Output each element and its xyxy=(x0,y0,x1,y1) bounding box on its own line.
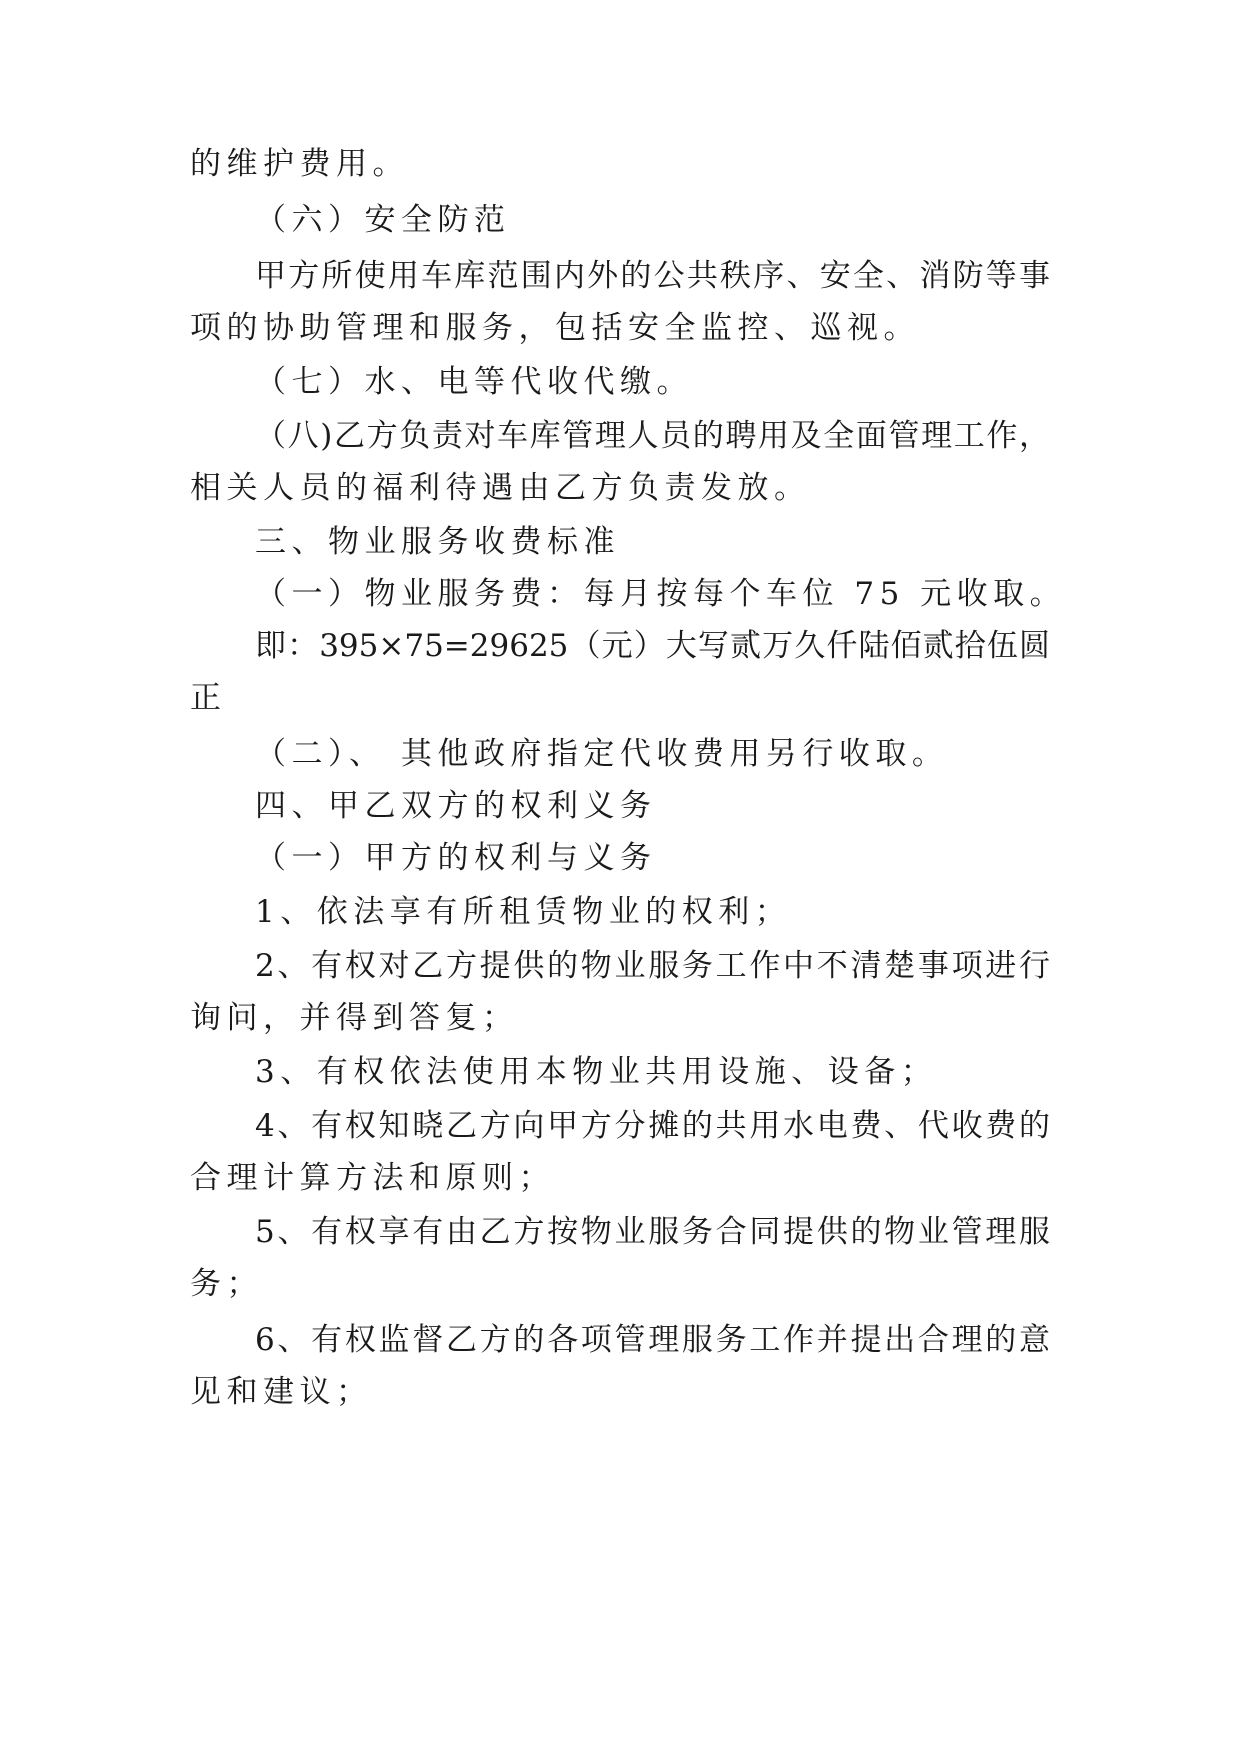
list-item: 2、有权对乙方提供的物业服务工作中不清楚事项进行 xyxy=(255,948,1050,984)
text-line: （八)乙方负责对车库管理人员的聘用及全面管理工作， xyxy=(255,418,1050,454)
section-heading: 四、甲乙双方的权利义务 xyxy=(255,788,657,824)
text-line: 正 xyxy=(190,680,227,716)
list-item: 4、有权知晓乙方向甲方分摊的共用水电费、代收费的 xyxy=(255,1108,1050,1144)
text-line: 即：395×75=29625（元）大写贰万久仟陆佰贰拾伍圆 xyxy=(255,628,1050,664)
section-heading: 三、物业服务收费标准 xyxy=(255,524,620,560)
text-line: 项的协助管理和服务，包括安全监控、巡视。 xyxy=(190,310,920,346)
text-line: （一）物业服务费：每月按每个车位 75 元收取。 xyxy=(255,576,1067,612)
list-item: 1、依法享有所租赁物业的权利； xyxy=(255,894,792,930)
text-line: 甲方所使用车库范围内外的公共秩序、安全、消防等事 xyxy=(255,258,1050,294)
text-line: 相关人员的福利待遇由乙方负责发放。 xyxy=(190,470,811,506)
section-heading: （六）安全防范 xyxy=(255,202,511,238)
section-heading: （一）甲方的权利与义务 xyxy=(255,840,657,876)
text-line: （七）水、电等代收代缴。 xyxy=(255,364,693,400)
text-line: 务； xyxy=(190,1266,263,1302)
text-line: （二）、 其他政府指定代收费用另行收取。 xyxy=(255,736,949,772)
list-item: 3、有权依法使用本物业共用设施、设备； xyxy=(255,1054,938,1090)
text-line: 询问，并得到答复； xyxy=(190,1000,519,1036)
text-line: 的维护费用。 xyxy=(190,146,409,182)
list-item: 5、有权享有由乙方按物业服务合同提供的物业管理服 xyxy=(255,1214,1050,1250)
text-line: 见和建议； xyxy=(190,1374,373,1410)
text-line: 合理计算方法和原则； xyxy=(190,1160,555,1196)
list-item: 6、有权监督乙方的各项管理服务工作并提出合理的意 xyxy=(255,1322,1050,1358)
